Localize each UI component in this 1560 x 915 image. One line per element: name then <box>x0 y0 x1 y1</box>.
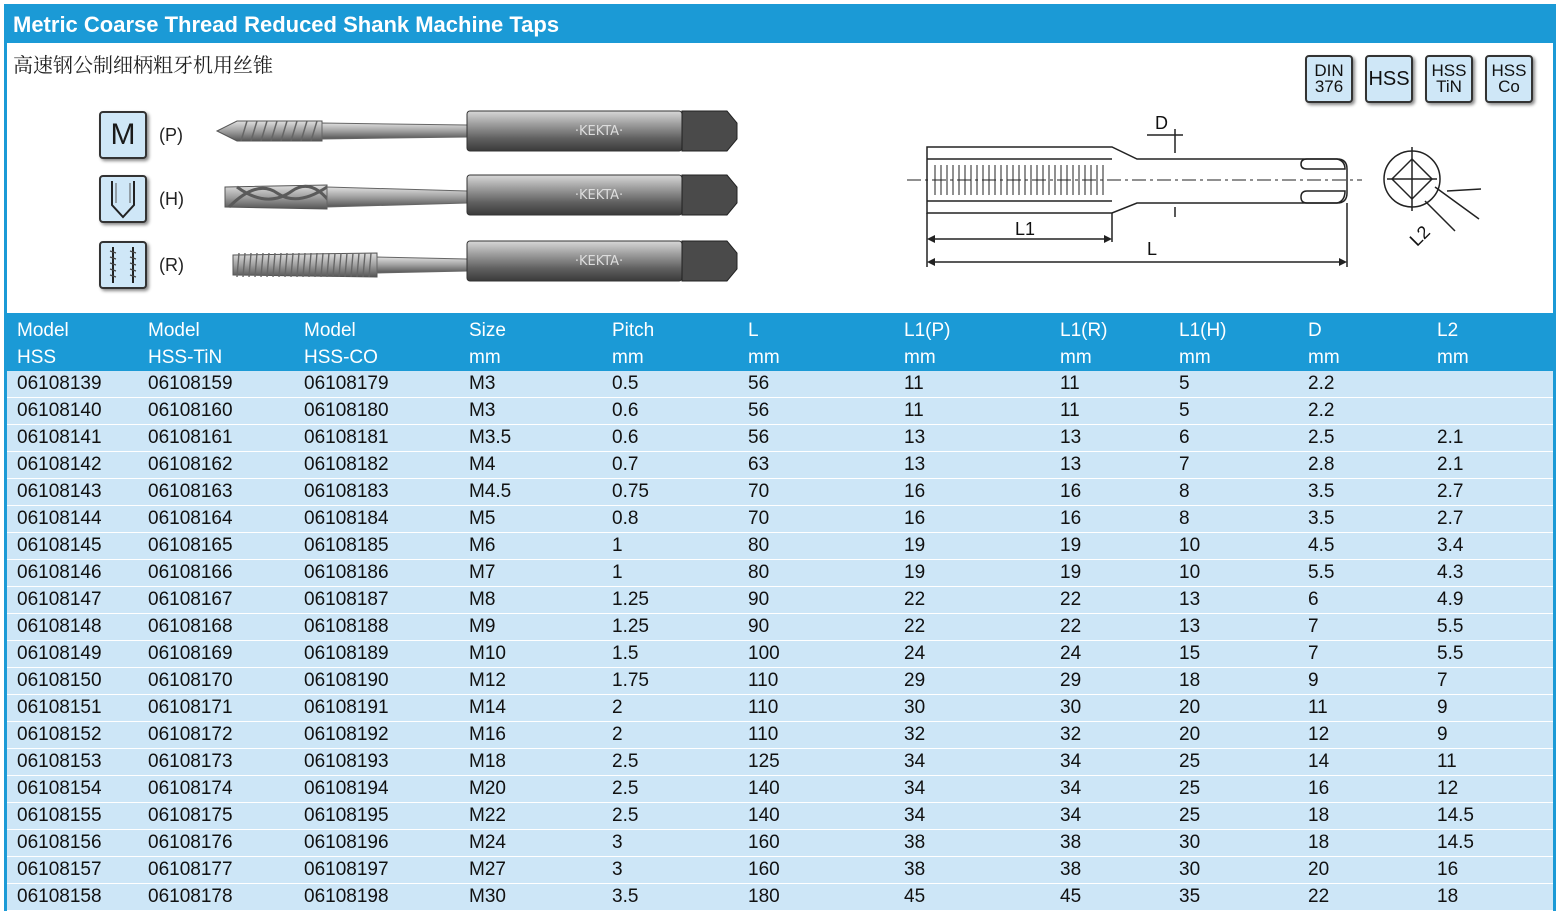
cell-l1-p: 19 <box>894 560 1050 587</box>
table-row <box>7 776 1553 803</box>
cell-length-l: 180 <box>738 884 894 911</box>
table-row <box>7 371 1553 398</box>
cell-pitch: 2.5 <box>602 803 738 830</box>
brand-mark: ·KEKTA· <box>574 124 624 139</box>
hss-badge: HSS <box>1365 55 1413 103</box>
cell-l1-p: 34 <box>894 803 1050 830</box>
cell-model-hss-tin: 06108169 <box>138 641 294 668</box>
cell-diameter-d: 2.2 <box>1298 398 1427 425</box>
table-row <box>7 884 1553 911</box>
cell-model-hss: 06108150 <box>7 668 138 695</box>
table-header-row-1 <box>7 313 1553 344</box>
catalog-frame <box>4 4 1556 911</box>
cell-l1-p: 45 <box>894 884 1050 911</box>
table-row <box>7 722 1553 749</box>
cell-l1-r: 19 <box>1050 560 1169 587</box>
cell-model-hss: 06108148 <box>7 614 138 641</box>
cell-l1-p: 24 <box>894 641 1050 668</box>
cell-model-hss-co: 06108181 <box>294 425 459 452</box>
cell-model-hss-co: 06108197 <box>294 857 459 884</box>
cell-diameter-d: 18 <box>1298 830 1427 857</box>
cell-model-hss: 06108156 <box>7 830 138 857</box>
header-size: Size <box>459 313 602 344</box>
cell-model-hss: 06108152 <box>7 722 138 749</box>
cell-model-hss-co: 06108189 <box>294 641 459 668</box>
cell-model-hss-co: 06108192 <box>294 722 459 749</box>
cell-model-hss: 06108155 <box>7 803 138 830</box>
cell-size: M30 <box>459 884 602 911</box>
cell-model-hss-co: 06108186 <box>294 560 459 587</box>
header-model-hss-co: Model <box>294 313 459 344</box>
cell-length-l: 90 <box>738 587 894 614</box>
cell-l2: 2.7 <box>1427 506 1553 533</box>
cell-l1-h: 8 <box>1169 479 1298 506</box>
cell-length-l: 125 <box>738 749 894 776</box>
cell-pitch: 0.6 <box>602 398 738 425</box>
cell-l2: 14.5 <box>1427 803 1553 830</box>
table-row <box>7 506 1553 533</box>
cell-l1-h: 30 <box>1169 830 1298 857</box>
cell-model-hss-co: 06108187 <box>294 587 459 614</box>
cell-length-l: 70 <box>738 506 894 533</box>
cell-pitch: 0.5 <box>602 371 738 398</box>
cell-model-hss-tin: 06108171 <box>138 695 294 722</box>
table-row <box>7 749 1553 776</box>
cell-l1-r: 34 <box>1050 749 1169 776</box>
cell-l1-r: 22 <box>1050 587 1169 614</box>
table-row <box>7 830 1553 857</box>
cell-l1-h: 30 <box>1169 857 1298 884</box>
cell-l1-h: 7 <box>1169 452 1298 479</box>
header-l1-h: L1(H) <box>1169 313 1298 344</box>
cell-l1-p: 19 <box>894 533 1050 560</box>
header-unit-l1-r: mm <box>1050 344 1169 371</box>
table-row <box>7 425 1553 452</box>
cell-diameter-d: 5.5 <box>1298 560 1427 587</box>
cell-l1-h: 13 <box>1169 614 1298 641</box>
cell-l1-h: 5 <box>1169 398 1298 425</box>
cell-l1-r: 38 <box>1050 857 1169 884</box>
cell-l1-h: 10 <box>1169 533 1298 560</box>
cell-size: M9 <box>459 614 602 641</box>
header-diameter-d: D <box>1298 313 1427 344</box>
cell-size: M10 <box>459 641 602 668</box>
header-length-l: L <box>738 313 894 344</box>
cell-model-hss: 06108141 <box>7 425 138 452</box>
straight-flute-tap-image <box>233 241 737 281</box>
cell-l1-p: 38 <box>894 830 1050 857</box>
cell-l2: 9 <box>1427 695 1553 722</box>
table-row <box>7 560 1553 587</box>
cell-l1-h: 15 <box>1169 641 1298 668</box>
cell-l2: 12 <box>1427 776 1553 803</box>
cell-l2 <box>1427 398 1553 425</box>
cell-model-hss-tin: 06108176 <box>138 830 294 857</box>
cell-l2 <box>1427 371 1553 398</box>
l-dimension-label: L <box>1147 239 1158 259</box>
cell-size: M16 <box>459 722 602 749</box>
cell-diameter-d: 7 <box>1298 641 1427 668</box>
cell-model-hss-tin: 06108163 <box>138 479 294 506</box>
header-unit-l2: mm <box>1427 344 1553 371</box>
cell-l1-p: 22 <box>894 614 1050 641</box>
cell-l2: 14.5 <box>1427 830 1553 857</box>
cell-l2: 5.5 <box>1427 614 1553 641</box>
header-model-hss: Model <box>7 313 138 344</box>
cell-length-l: 56 <box>738 398 894 425</box>
cell-l1-p: 38 <box>894 857 1050 884</box>
cell-l1-p: 13 <box>894 452 1050 479</box>
header-unit-l1-p: mm <box>894 344 1050 371</box>
cell-model-hss-co: 06108194 <box>294 776 459 803</box>
cell-model-hss: 06108153 <box>7 749 138 776</box>
cell-pitch: 1.75 <box>602 668 738 695</box>
cell-length-l: 63 <box>738 452 894 479</box>
cell-model-hss: 06108158 <box>7 884 138 911</box>
cell-l2: 5.5 <box>1427 641 1553 668</box>
cell-l1-r: 16 <box>1050 479 1169 506</box>
cell-length-l: 56 <box>738 371 894 398</box>
cell-model-hss-tin: 06108174 <box>138 776 294 803</box>
cell-l1-p: 16 <box>894 506 1050 533</box>
spec-table <box>7 313 1553 911</box>
header-unit-diameter-d: mm <box>1298 344 1427 371</box>
table-row <box>7 614 1553 641</box>
cell-l1-h: 35 <box>1169 884 1298 911</box>
cell-l2: 2.1 <box>1427 425 1553 452</box>
cell-model-hss-co: 06108179 <box>294 371 459 398</box>
m-metric-icon: M <box>99 111 147 159</box>
cell-diameter-d: 20 <box>1298 857 1427 884</box>
cell-l1-p: 16 <box>894 479 1050 506</box>
cell-l1-p: 13 <box>894 425 1050 452</box>
cell-diameter-d: 12 <box>1298 722 1427 749</box>
cell-pitch: 0.6 <box>602 425 738 452</box>
cell-model-hss-co: 06108183 <box>294 479 459 506</box>
cell-size: M5 <box>459 506 602 533</box>
header-pitch: Pitch <box>602 313 738 344</box>
cell-model-hss: 06108147 <box>7 587 138 614</box>
cell-l2: 2.1 <box>1427 452 1553 479</box>
header-l2: L2 <box>1427 313 1553 344</box>
cell-pitch: 3 <box>602 857 738 884</box>
cell-l1-r: 11 <box>1050 371 1169 398</box>
cell-l2: 18 <box>1427 884 1553 911</box>
cell-model-hss-tin: 06108166 <box>138 560 294 587</box>
cell-model-hss-tin: 06108160 <box>138 398 294 425</box>
blind-hole-icon <box>99 175 147 223</box>
cell-l2: 11 <box>1427 749 1553 776</box>
cell-model-hss-co: 06108185 <box>294 533 459 560</box>
cell-l2: 3.4 <box>1427 533 1553 560</box>
cell-size: M3 <box>459 398 602 425</box>
table-row <box>7 587 1553 614</box>
cell-length-l: 110 <box>738 722 894 749</box>
cell-model-hss-co: 06108190 <box>294 668 459 695</box>
cell-l1-h: 6 <box>1169 425 1298 452</box>
hss-tin-badge: HSS TiN <box>1425 55 1473 103</box>
through-hole-icon <box>99 241 147 289</box>
cell-length-l: 140 <box>738 776 894 803</box>
cell-model-hss-co: 06108188 <box>294 614 459 641</box>
cell-model-hss-co: 06108184 <box>294 506 459 533</box>
table-row <box>7 695 1553 722</box>
cell-l1-h: 25 <box>1169 776 1298 803</box>
cell-model-hss: 06108145 <box>7 533 138 560</box>
cell-diameter-d: 2.8 <box>1298 452 1427 479</box>
cell-model-hss-co: 06108191 <box>294 695 459 722</box>
cell-diameter-d: 22 <box>1298 884 1427 911</box>
cell-model-hss-tin: 06108168 <box>138 614 294 641</box>
cell-l1-p: 11 <box>894 371 1050 398</box>
cell-pitch: 3.5 <box>602 884 738 911</box>
spiral-point-tap-image <box>217 111 737 151</box>
cell-length-l: 100 <box>738 641 894 668</box>
cell-diameter-d: 9 <box>1298 668 1427 695</box>
cell-diameter-d: 11 <box>1298 695 1427 722</box>
cell-model-hss: 06108142 <box>7 452 138 479</box>
cell-l2: 4.3 <box>1427 560 1553 587</box>
cell-size: M22 <box>459 803 602 830</box>
header-l1-r: L1(R) <box>1050 313 1169 344</box>
cell-model-hss-tin: 06108162 <box>138 452 294 479</box>
cell-l1-p: 29 <box>894 668 1050 695</box>
cell-l1-r: 11 <box>1050 398 1169 425</box>
cell-size: M12 <box>459 668 602 695</box>
l1-dimension-label: L1 <box>1015 219 1036 239</box>
cell-pitch: 2 <box>602 722 738 749</box>
cell-l1-p: 34 <box>894 776 1050 803</box>
cell-diameter-d: 3.5 <box>1298 479 1427 506</box>
cell-model-hss-co: 06108195 <box>294 803 459 830</box>
cell-l1-p: 11 <box>894 398 1050 425</box>
table-row <box>7 641 1553 668</box>
table-header-row-2 <box>7 344 1553 371</box>
cell-l2: 16 <box>1427 857 1553 884</box>
cell-model-hss-tin: 06108161 <box>138 425 294 452</box>
cell-length-l: 160 <box>738 857 894 884</box>
cell-diameter-d: 6 <box>1298 587 1427 614</box>
cell-model-hss-tin: 06108173 <box>138 749 294 776</box>
cell-l1-p: 34 <box>894 749 1050 776</box>
brand-mark: ·KEKTA· <box>574 254 624 269</box>
cell-size: M14 <box>459 695 602 722</box>
type-row-p <box>99 111 183 159</box>
cell-l1-r: 19 <box>1050 533 1169 560</box>
cell-diameter-d: 16 <box>1298 776 1427 803</box>
cell-l1-h: 25 <box>1169 803 1298 830</box>
cell-model-hss: 06108143 <box>7 479 138 506</box>
cell-length-l: 110 <box>738 695 894 722</box>
cell-model-hss: 06108149 <box>7 641 138 668</box>
cell-diameter-d: 4.5 <box>1298 533 1427 560</box>
cell-pitch: 0.7 <box>602 452 738 479</box>
cell-pitch: 2 <box>602 695 738 722</box>
table-row <box>7 857 1553 884</box>
cell-l1-r: 13 <box>1050 452 1169 479</box>
tap-dimension-diagram <box>907 107 1487 267</box>
cell-l1-r: 22 <box>1050 614 1169 641</box>
table-row <box>7 398 1553 425</box>
type-label-r: (R) <box>159 254 184 275</box>
cell-l1-r: 24 <box>1050 641 1169 668</box>
cell-l1-r: 30 <box>1050 695 1169 722</box>
cell-length-l: 110 <box>738 668 894 695</box>
cell-diameter-d: 2.5 <box>1298 425 1427 452</box>
cell-model-hss-tin: 06108175 <box>138 803 294 830</box>
table-row <box>7 452 1553 479</box>
header-unit-model-hss: HSS <box>7 344 138 371</box>
cell-length-l: 90 <box>738 614 894 641</box>
type-row-r <box>99 241 184 289</box>
header-model-hss-tin: Model <box>138 313 294 344</box>
chinese-subtitle: 高速钢公制细柄粗牙机用丝锥 <box>13 53 273 77</box>
cell-l1-p: 32 <box>894 722 1050 749</box>
cell-pitch: 3 <box>602 830 738 857</box>
cell-length-l: 70 <box>738 479 894 506</box>
cell-size: M4 <box>459 452 602 479</box>
cell-model-hss-tin: 06108177 <box>138 857 294 884</box>
cell-pitch: 1.25 <box>602 587 738 614</box>
cell-size: M3 <box>459 371 602 398</box>
cell-length-l: 140 <box>738 803 894 830</box>
cell-l1-r: 38 <box>1050 830 1169 857</box>
d-dimension-label: D <box>1155 113 1168 133</box>
cell-diameter-d: 2.2 <box>1298 371 1427 398</box>
header-unit-pitch: mm <box>602 344 738 371</box>
cell-l2: 2.7 <box>1427 479 1553 506</box>
cell-model-hss: 06108157 <box>7 857 138 884</box>
cell-size: M27 <box>459 857 602 884</box>
cell-model-hss-tin: 06108165 <box>138 533 294 560</box>
cell-l1-r: 45 <box>1050 884 1169 911</box>
tap-photos <box>207 103 747 293</box>
cell-l1-h: 13 <box>1169 587 1298 614</box>
cell-length-l: 56 <box>738 425 894 452</box>
cell-pitch: 0.75 <box>602 479 738 506</box>
header-unit-model-hss-tin: HSS-TiN <box>138 344 294 371</box>
cell-model-hss: 06108139 <box>7 371 138 398</box>
cell-l1-r: 13 <box>1050 425 1169 452</box>
cell-l1-h: 8 <box>1169 506 1298 533</box>
cell-size: M20 <box>459 776 602 803</box>
page-title: Metric Coarse Thread Reduced Shank Machine Taps <box>7 7 1553 43</box>
spiral-flute-tap-image <box>225 175 737 215</box>
cell-size: M6 <box>459 533 602 560</box>
cell-l1-r: 29 <box>1050 668 1169 695</box>
cell-l1-p: 30 <box>894 695 1050 722</box>
cell-model-hss-co: 06108198 <box>294 884 459 911</box>
cell-l1-r: 34 <box>1050 803 1169 830</box>
cell-l1-r: 32 <box>1050 722 1169 749</box>
cell-pitch: 1.25 <box>602 614 738 641</box>
cell-diameter-d: 18 <box>1298 803 1427 830</box>
cell-model-hss-tin: 06108172 <box>138 722 294 749</box>
cell-size: M3.5 <box>459 425 602 452</box>
header-unit-l1-h: mm <box>1169 344 1298 371</box>
cell-pitch: 2.5 <box>602 776 738 803</box>
cell-model-hss-co: 06108196 <box>294 830 459 857</box>
cell-l1-r: 34 <box>1050 776 1169 803</box>
header-unit-size: mm <box>459 344 602 371</box>
cell-model-hss-tin: 06108178 <box>138 884 294 911</box>
cell-model-hss-tin: 06108159 <box>138 371 294 398</box>
cell-pitch: 1 <box>602 533 738 560</box>
cell-length-l: 80 <box>738 533 894 560</box>
cell-size: M24 <box>459 830 602 857</box>
cell-l1-h: 20 <box>1169 695 1298 722</box>
cell-model-hss-co: 06108180 <box>294 398 459 425</box>
header-unit-model-hss-co: HSS-CO <box>294 344 459 371</box>
cell-length-l: 80 <box>738 560 894 587</box>
type-label-h: (H) <box>159 188 184 209</box>
type-label-p: (P) <box>159 124 183 145</box>
cell-diameter-d: 3.5 <box>1298 506 1427 533</box>
table-row <box>7 668 1553 695</box>
cell-l2: 4.9 <box>1427 587 1553 614</box>
cell-model-hss: 06108154 <box>7 776 138 803</box>
header-l1-p: L1(P) <box>894 313 1050 344</box>
hss-co-badge: HSS Co <box>1485 55 1533 103</box>
material-badges <box>1305 55 1533 103</box>
type-row-h <box>99 175 184 223</box>
cell-l1-r: 16 <box>1050 506 1169 533</box>
cell-l2: 7 <box>1427 668 1553 695</box>
cell-model-hss-tin: 06108164 <box>138 506 294 533</box>
cell-size: M4.5 <box>459 479 602 506</box>
cell-l1-h: 5 <box>1169 371 1298 398</box>
cell-diameter-d: 14 <box>1298 749 1427 776</box>
header-unit-length-l: mm <box>738 344 894 371</box>
cell-pitch: 1 <box>602 560 738 587</box>
cell-model-hss-co: 06108193 <box>294 749 459 776</box>
table-row <box>7 803 1553 830</box>
cell-l1-h: 25 <box>1169 749 1298 776</box>
cell-length-l: 160 <box>738 830 894 857</box>
cell-pitch: 0.8 <box>602 506 738 533</box>
cell-l1-h: 20 <box>1169 722 1298 749</box>
cell-pitch: 2.5 <box>602 749 738 776</box>
l2-dimension-label: L2 <box>1405 221 1434 250</box>
cell-size: M7 <box>459 560 602 587</box>
table-row <box>7 479 1553 506</box>
cell-model-hss: 06108140 <box>7 398 138 425</box>
cell-model-hss-tin: 06108170 <box>138 668 294 695</box>
cell-model-hss: 06108144 <box>7 506 138 533</box>
cell-l2: 9 <box>1427 722 1553 749</box>
din-376-badge: DIN 376 <box>1305 55 1353 103</box>
cell-model-hss: 06108146 <box>7 560 138 587</box>
cell-l1-p: 22 <box>894 587 1050 614</box>
cell-l1-h: 18 <box>1169 668 1298 695</box>
cell-size: M18 <box>459 749 602 776</box>
brand-mark: ·KEKTA· <box>574 188 624 203</box>
cell-l1-h: 10 <box>1169 560 1298 587</box>
cell-pitch: 1.5 <box>602 641 738 668</box>
table-row <box>7 533 1553 560</box>
cell-diameter-d: 7 <box>1298 614 1427 641</box>
cell-model-hss: 06108151 <box>7 695 138 722</box>
cell-model-hss-co: 06108182 <box>294 452 459 479</box>
cell-model-hss-tin: 06108167 <box>138 587 294 614</box>
cell-size: M8 <box>459 587 602 614</box>
